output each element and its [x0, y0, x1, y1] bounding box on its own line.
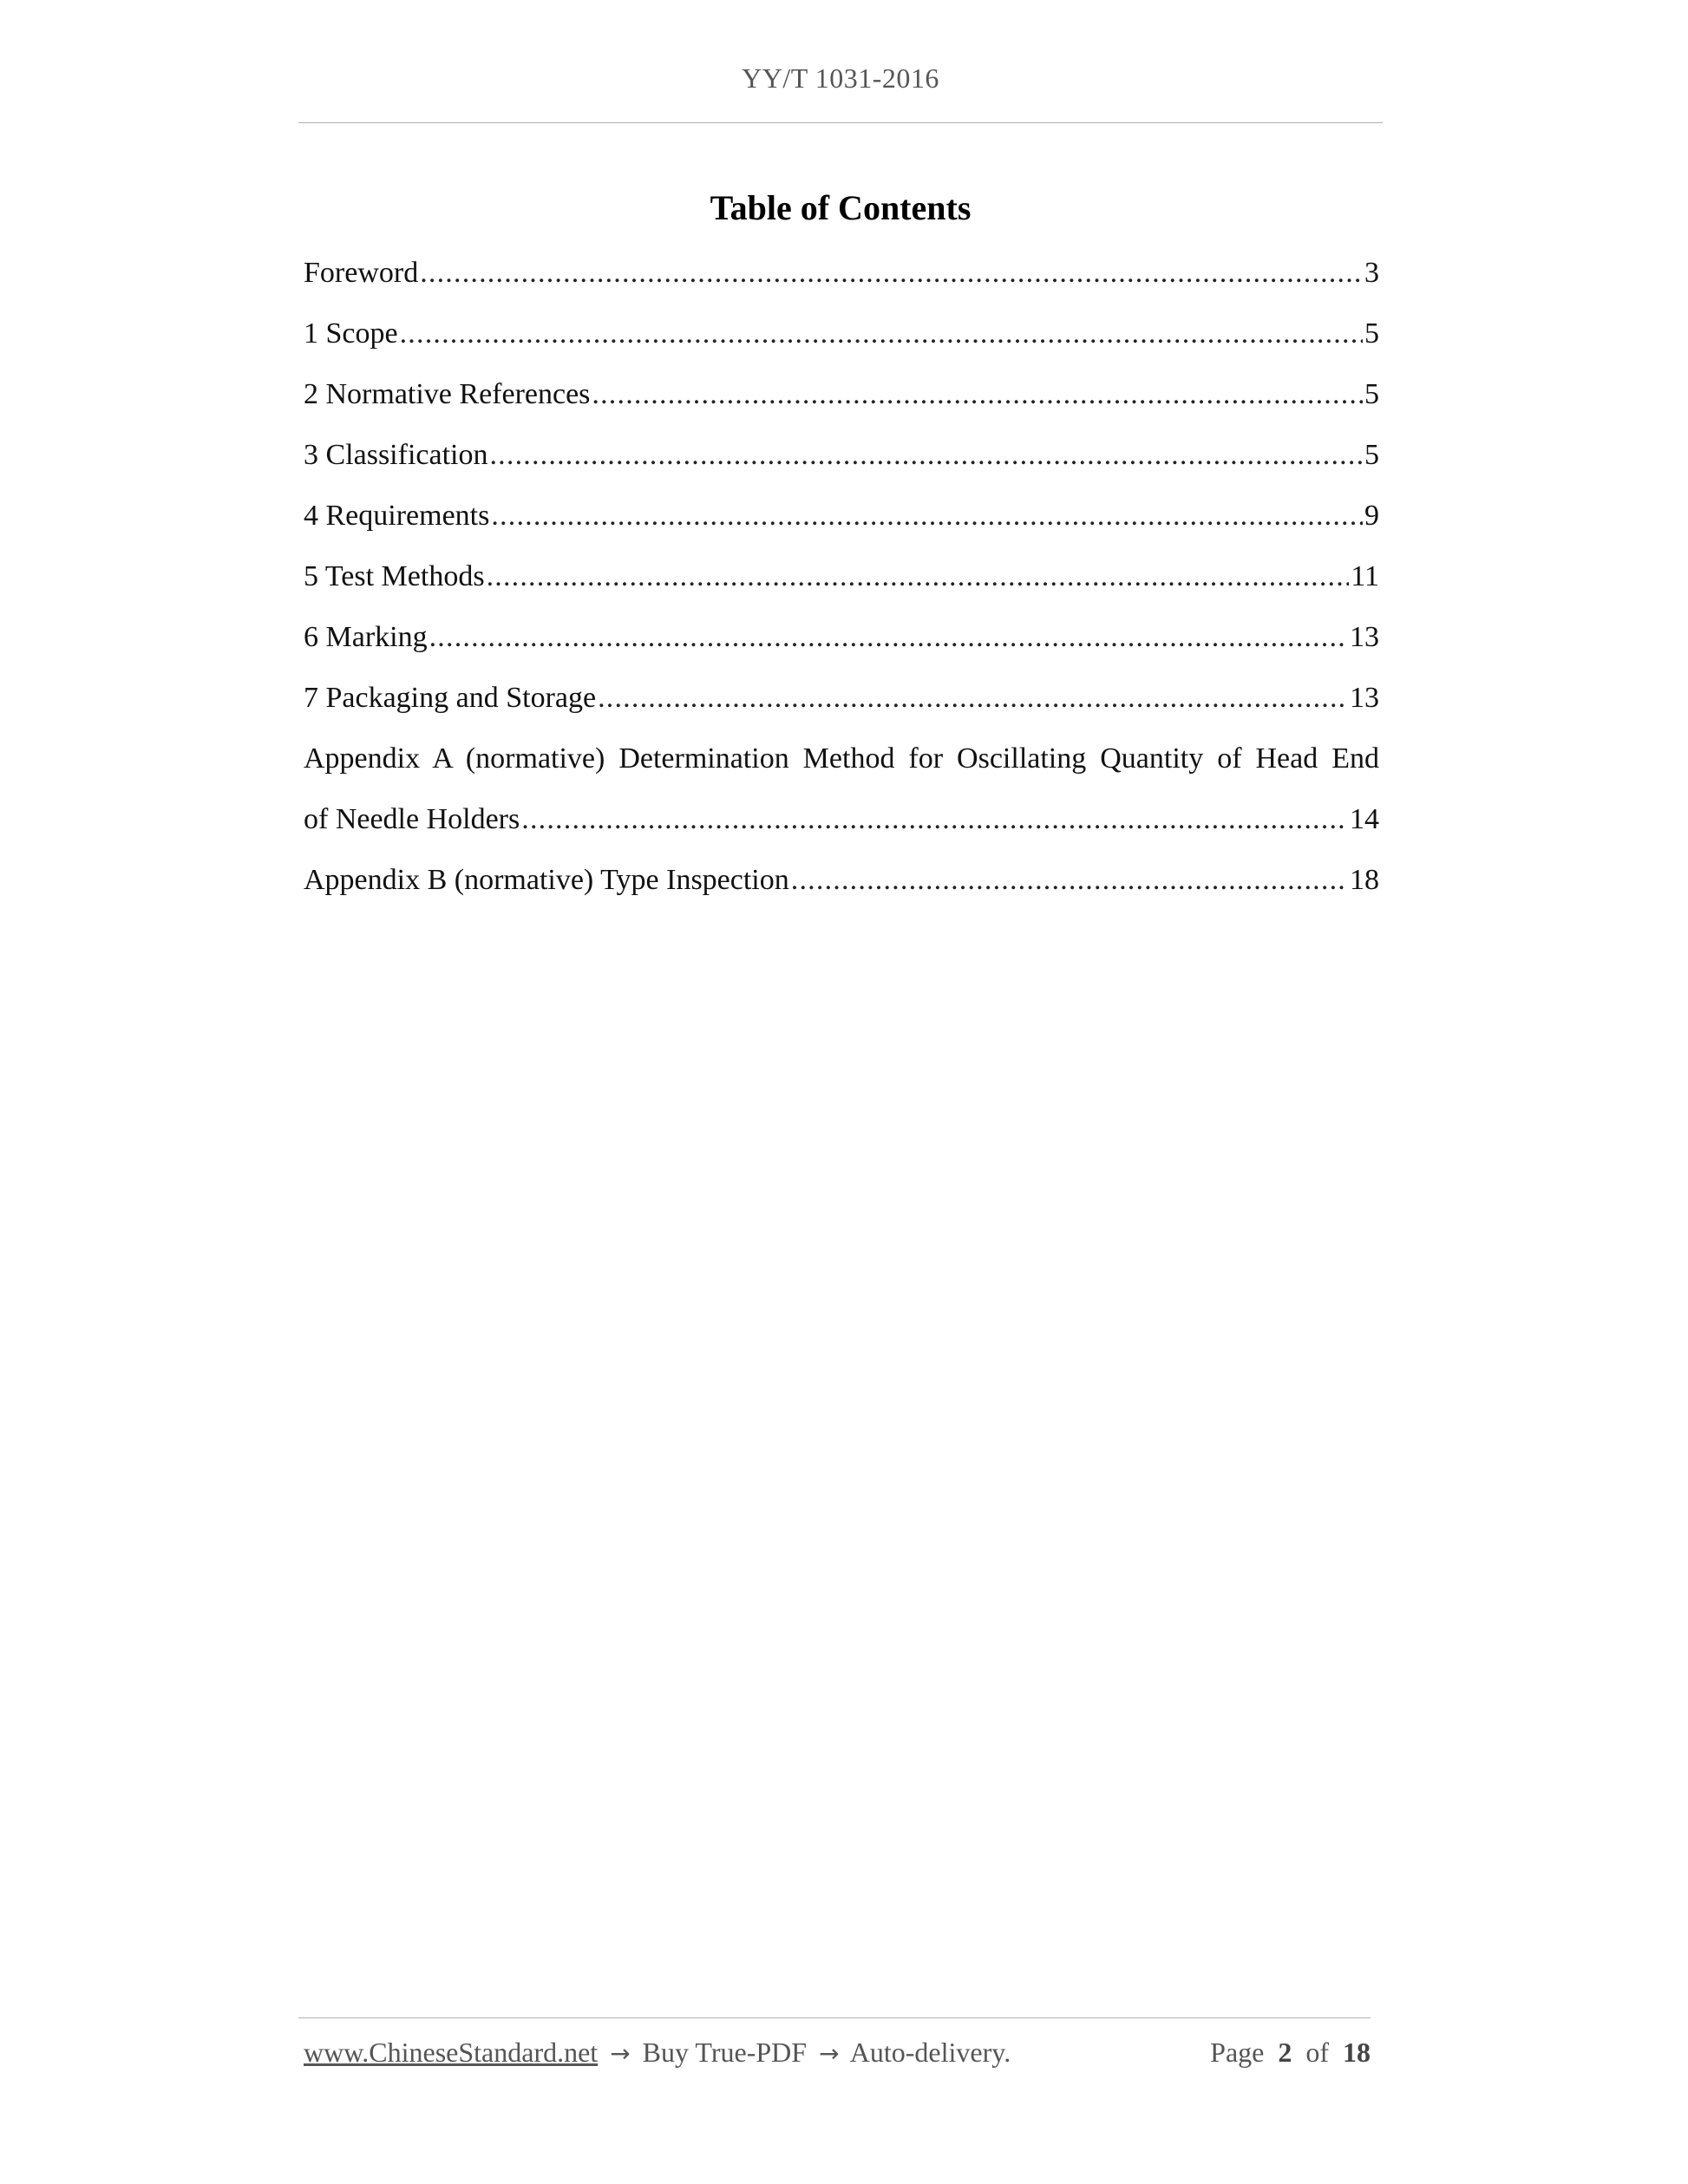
toc-entry-page: 11 — [1351, 560, 1379, 592]
toc-entry-label: 7 Packaging and Storage — [304, 682, 597, 714]
toc-entry-label: 4 Requirements — [304, 500, 490, 532]
toc-entry-label: Appendix B (normative) Type Inspection — [304, 864, 789, 896]
toc-entry-label: Foreword — [304, 257, 419, 289]
current-page: 2 — [1278, 2037, 1292, 2068]
site-link[interactable]: www.ChineseStandard.net — [304, 2037, 599, 2068]
of-word: of — [1305, 2037, 1329, 2068]
toc-entry-label: 2 Normative References — [304, 378, 591, 410]
toc-dot-leader — [400, 317, 1363, 350]
page-number — [1210, 2037, 1371, 2069]
toc-entry-marking[interactable] — [304, 621, 1379, 682]
toc-dot-leader — [491, 500, 1363, 533]
toc-entry-appendix-b[interactable] — [304, 864, 1379, 925]
page-word: Page — [1210, 2037, 1265, 2068]
toc-entry-appendix-a-continued[interactable] — [304, 803, 1379, 864]
toc-dot-leader — [598, 682, 1348, 715]
toc-entry-packaging-and-storage[interactable] — [304, 682, 1379, 742]
toc-dot-leader — [429, 621, 1348, 654]
toc-entry-page: 5 — [1364, 439, 1379, 471]
toc-dot-leader — [489, 439, 1363, 472]
toc-entry-label: 6 Marking — [304, 621, 428, 653]
right-arrow-icon: → — [610, 2039, 631, 2068]
toc-dot-leader — [420, 257, 1363, 290]
toc-entry-appendix-a[interactable] — [304, 742, 1379, 803]
toc-title: Table of Contents — [710, 188, 972, 227]
toc-entry-page: 13 — [1350, 621, 1379, 653]
toc-entry-page: 14 — [1350, 803, 1379, 835]
buy-true-pdf-text: Buy True-PDF — [642, 2037, 808, 2068]
header-divider — [298, 122, 1383, 123]
toc-entry-label: 3 Classification — [304, 439, 488, 471]
toc-entry-label: 1 Scope — [304, 317, 398, 350]
toc-entry-page: 13 — [1350, 682, 1379, 714]
document-code-header: YY/T 1031-2016 — [742, 62, 939, 94]
toc-entry-page: 9 — [1364, 500, 1379, 532]
toc-entry-page: 18 — [1350, 864, 1379, 896]
toc-dot-leader — [521, 803, 1348, 836]
footer-divider — [298, 2017, 1371, 2018]
total-pages: 18 — [1343, 2037, 1371, 2068]
toc-entry-label: 5 Test Methods — [304, 560, 485, 592]
footer-promo — [304, 2037, 1011, 2069]
auto-delivery-text: Auto-delivery. — [849, 2037, 1011, 2068]
toc-entry-foreword[interactable] — [304, 257, 1379, 317]
toc-dot-leader — [791, 864, 1348, 897]
toc-entry-test-methods[interactable] — [304, 560, 1379, 621]
toc-entry-classification[interactable] — [304, 439, 1379, 500]
table-of-contents — [304, 257, 1379, 925]
right-arrow-icon: → — [819, 2039, 840, 2068]
toc-entry-label-continued: of Needle Holders — [304, 803, 520, 835]
toc-entry-requirements[interactable] — [304, 500, 1379, 560]
page-footer — [304, 2037, 1371, 2069]
toc-dot-leader — [487, 560, 1350, 593]
toc-dot-leader — [592, 378, 1363, 411]
toc-entry-scope[interactable] — [304, 317, 1379, 378]
toc-entry-page: 5 — [1364, 378, 1379, 410]
toc-entry-page: 5 — [1364, 317, 1379, 350]
toc-entry-label: Appendix A (normative) Determination Method for Oscillating Quantity of Head End — [304, 742, 1379, 775]
toc-entry-normative-references[interactable] — [304, 378, 1379, 439]
toc-entry-page: 3 — [1364, 257, 1379, 289]
